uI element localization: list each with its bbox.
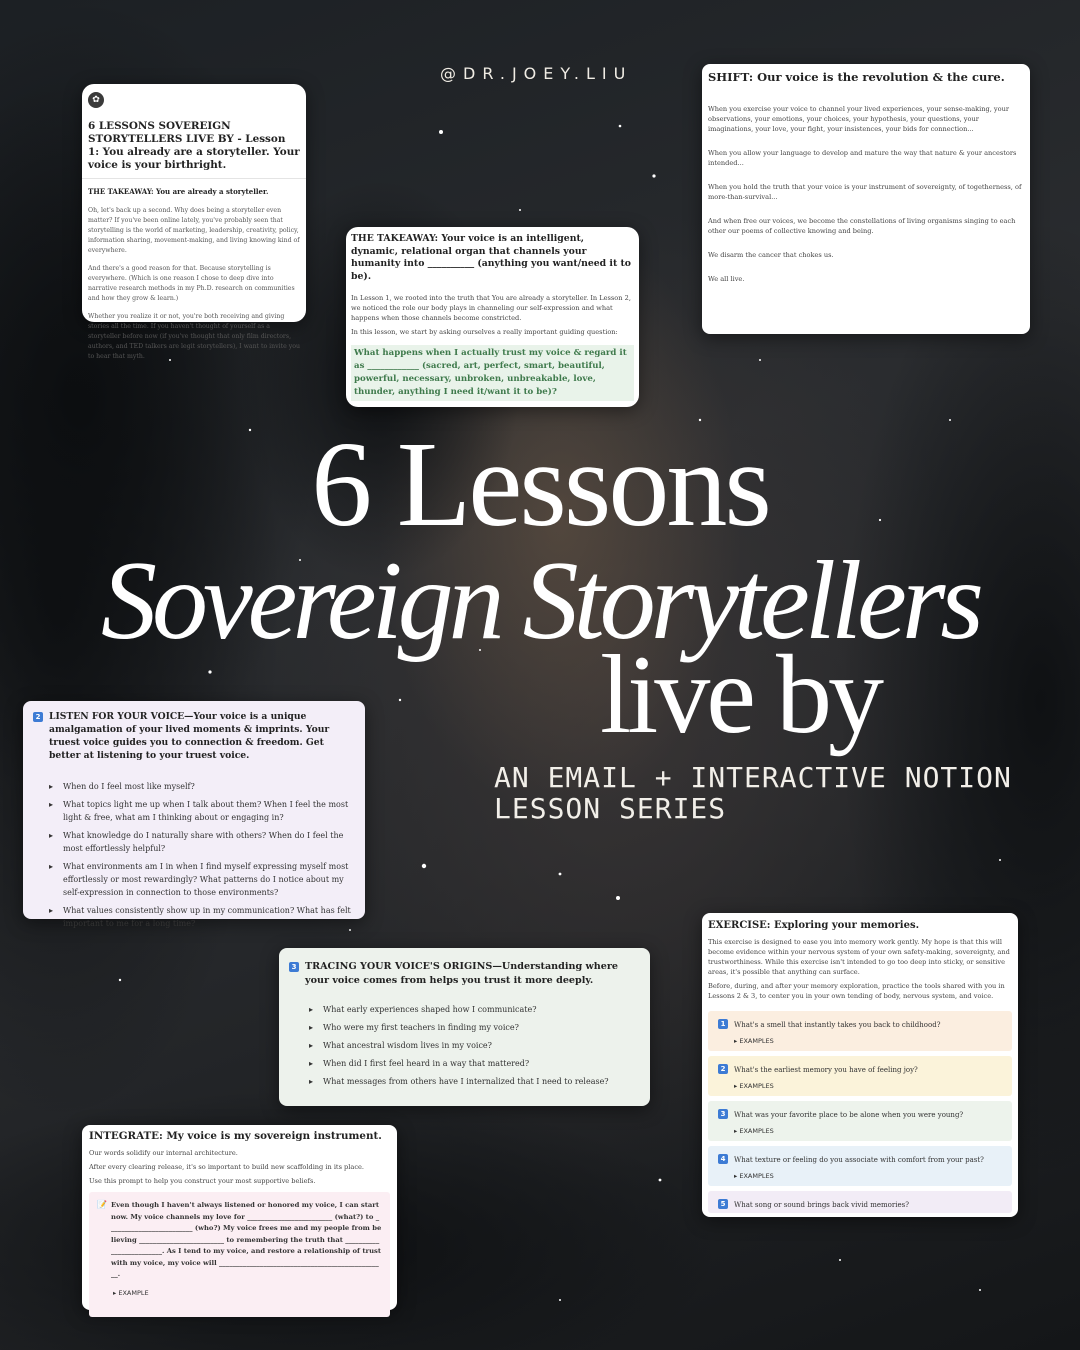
step-number-badge: 2 [33, 712, 43, 722]
step-number-badge: 3 [718, 1109, 728, 1119]
voice-takeaway-para-1: In Lesson 1, we rooted into the truth that You are already a storyteller. In Lesson 2, we noticed the role our body plays in channeling our self-expression and what happens when those channels become constricted. [351, 294, 631, 322]
lesson1-takeaway: THE TAKEAWAY: You are already a storyteller. [88, 187, 269, 196]
subtitle: AN EMAIL + INTERACTIVE NOTION LESSON SERIES [494, 761, 1012, 825]
voice-takeaway-card [346, 227, 639, 407]
exercise-para-1: This exercise is designed to ease you into memory work gently. My hope is that this will become evidence within your nervous system of your own safety-making, sovereignty, and trustworthiness. While this exercise isn't intended to go too deep into sticky, or sensitive areas, it's possible that anything can surface. [708, 938, 1010, 976]
integrate-example-label: EXAMPLE [118, 1288, 149, 1297]
exercise-question-text: What texture or feeling do you associate with comfort from your past? [734, 1156, 984, 1164]
exercise-question [718, 1154, 1002, 1164]
toggle-arrow-icon: ▸ [113, 1288, 119, 1297]
integrate-card [82, 1125, 397, 1310]
exercise-para-2: Before, during, and after your memory exploration, practice the tools shared with you in Lessons 2 & 3, to center you in your own tending of body, nervous system, and voice. [708, 982, 1005, 1000]
tracing-item[interactable]: ▸ What early experiences shaped how I communicate? [309, 1003, 640, 1016]
tracing-item[interactable]: ▸ What ancestral wisdom lives in my voice? [309, 1039, 640, 1052]
handle-text: @DR.JOEY.LIU [440, 64, 633, 83]
shift-para-3: When you hold the truth that your voice is your instrument of sovereignty, of togetherness, of more-than-survival... [708, 183, 1022, 201]
tracing-item[interactable]: ▸ Who were my first teachers in finding my voice? [309, 1021, 640, 1034]
step-number-badge: 2 [718, 1064, 728, 1074]
integrate-heading: INTEGRATE: My voice is my sovereign instrument. [89, 1130, 382, 1142]
step-number-badge: 1 [718, 1019, 728, 1029]
listen-item[interactable]: ▸ What environments am I in when I find myself expressing myself most effortlessly or most rewardingly? What patterns do I notice about my self-expression in connection to those environments? [49, 860, 355, 899]
title-line-2: Sovereign Storytellers [100, 539, 980, 663]
lesson1-para-2: And there's a good reason for that. Because storytelling is everywhere. (Which is one reason I chose to deep dive into narrative research methods in my Ph.D. research on communities and how they grow & learn.) [88, 265, 295, 302]
voice-takeaway-para-2: In this lesson, we start by asking ourselves a really important guiding question: [351, 328, 618, 336]
exercise-question-row[interactable] [708, 1191, 1012, 1213]
exercise-question-row[interactable] [708, 1011, 1012, 1051]
shift-para-4: And when free our voices, we become the constellations of living organisms singing to each other our poems of collective knowing and being. [708, 217, 1016, 235]
shift-card [702, 64, 1030, 334]
exercise-question [718, 1199, 1002, 1209]
memo-icon: 📝 [97, 1200, 107, 1209]
listen-heading [33, 710, 355, 762]
shift-heading: SHIFT: Our voice is the revolution & the cure. [708, 70, 1005, 84]
exercise-question-text: What's the earliest memory you have of feeling joy? [734, 1066, 918, 1074]
examples-toggle[interactable]: ▸ EXAMPLES [718, 1172, 1002, 1180]
exercise-question-text: What song or sound brings back vivid memories? [734, 1201, 909, 1209]
title-line-1: 6 Lessons [311, 417, 769, 552]
shift-para-5: We disarm the cancer that chokes us. [708, 251, 834, 259]
lesson1-heading: 6 LESSONS SOVEREIGN STORYTELLERS LIVE BY - Lesson 1: You already are a storyteller. Your voice is your birthright. [88, 120, 300, 171]
tracing-heading-text: TRACING YOUR VOICE'S ORIGINS—Understanding where your voice comes from helps you trust it more deeply. [305, 961, 619, 986]
exercise-question-row[interactable] [708, 1146, 1012, 1186]
integrate-para-2: After every clearing release, it's so important to build new scaffolding in its place. [89, 1163, 365, 1171]
title-line-3: live by [600, 633, 880, 757]
examples-toggle[interactable]: ▸ EXAMPLES [718, 1037, 1002, 1045]
listen-item[interactable]: ▸ What knowledge do I naturally share with others? When do I feel the most effortlessly helpful? [49, 829, 355, 855]
exercise-question [718, 1019, 1002, 1029]
voice-takeaway-heading: THE TAKEAWAY: Your voice is an intelligent, dynamic, relational organ that channels your humanity into __________ (anything you want/need it to be). [351, 233, 631, 282]
listen-item[interactable]: ▸ What topics light me up when I talk about them? When I feel the most light & free, what am I thinking about or engaging in? [49, 798, 355, 824]
notion-logo-icon: ✿ [88, 92, 104, 108]
integrate-para-1: Our words solidify our internal architecture. [89, 1149, 238, 1157]
shift-para-6: We all live. [708, 275, 745, 283]
lesson1-para-3: Whether you realize it or not, you're both receiving and giving stories all the time. If you haven't thought of yourself as a storyteller before now (if you've thought that only film directors, authors, and TED talkers are legit storytellers), I want to invite you to hear that myth. [88, 313, 300, 360]
listen-card [23, 701, 365, 928]
listen-heading-text: LISTEN FOR YOUR VOICE—Your voice is a unique amalgamation of your lived moments & imprints. Your truest voice guides you to connection & freedom. Get better at listening to your truest voice. [49, 711, 330, 761]
shift-para-2: When you allow your language to develop and mature the way that nature & your ancestors intended... [708, 149, 1017, 167]
exercise-heading: EXERCISE: Exploring your memories. [708, 920, 920, 931]
examples-toggle[interactable]: ▸ EXAMPLES [718, 1082, 1002, 1090]
exercise-question-text: What was your favorite place to be alone when you were young? [734, 1111, 964, 1119]
step-number-badge: 3 [289, 962, 299, 972]
exercise-question-row[interactable] [708, 1101, 1012, 1141]
exercise-question-list [702, 1011, 1018, 1213]
guiding-question: What happens when I actually trust my voice & regard it as ____________ (sacred, art, perfect, smart, beautiful, powerful, necessary, unbroken, unbreakable, love, thunder, anything I need it/want it to be)? [351, 345, 634, 401]
tracing-card [279, 948, 650, 1106]
examples-toggle[interactable]: ▸ EXAMPLES [718, 1127, 1002, 1135]
exercise-question [718, 1064, 1002, 1074]
integrate-example-toggle[interactable] [111, 1289, 382, 1297]
exercise-question [718, 1109, 1002, 1119]
listen-item[interactable]: ▸ When do I feel most like myself? [49, 780, 355, 793]
exercise-question-row[interactable] [708, 1056, 1012, 1096]
lesson1-card [82, 84, 306, 360]
shift-para-1: When you exercise your voice to channel your lived experiences, your sense-making, your observations, your emotions, your choices, your hypothesis, your questions, your imaginations, your love, your fight, your insistences, your bids for connection... [708, 105, 1009, 133]
step-number-badge: 4 [718, 1154, 728, 1164]
tracing-heading [289, 960, 640, 987]
integrate-para-3: Use this prompt to help you construct your most supportive beliefs. [89, 1177, 316, 1185]
integrate-prompt[interactable]: Even though I haven't always listened or honored my voice, I can start now. My voice channels my love for _________________________ (what?) to _________________________ (who?) My voice frees me and my people from believing _________________________ to remembering the truth that _________________________. As I tend to my voice, and restore a relationship of trust with my voice, my voice will _________________________________________________. [111, 1201, 382, 1278]
exercise-card [702, 913, 1018, 1217]
lesson1-para-1: Oh, let's back up a second. Why does being a storyteller even matter? If you've been online lately, you've probably seen that storytelling is the world of marketing, leadership, creativity, policy, information sharing, movement-making, and living knowing kind of everywhere. [88, 207, 300, 254]
listen-item[interactable]: ▸ What values consistently show up in my communication? What has felt important to me for a long time? [49, 904, 355, 930]
exercise-question-text: What's a smell that instantly takes you back to childhood? [734, 1021, 941, 1029]
step-number-badge: 5 [718, 1199, 728, 1209]
tracing-item[interactable]: ▸ When did I first feel heard in a way that mattered? [309, 1057, 640, 1070]
tracing-item[interactable]: ▸ What messages from others have I internalized that I need to release? [309, 1075, 640, 1088]
integrate-prompt-box [89, 1192, 390, 1317]
